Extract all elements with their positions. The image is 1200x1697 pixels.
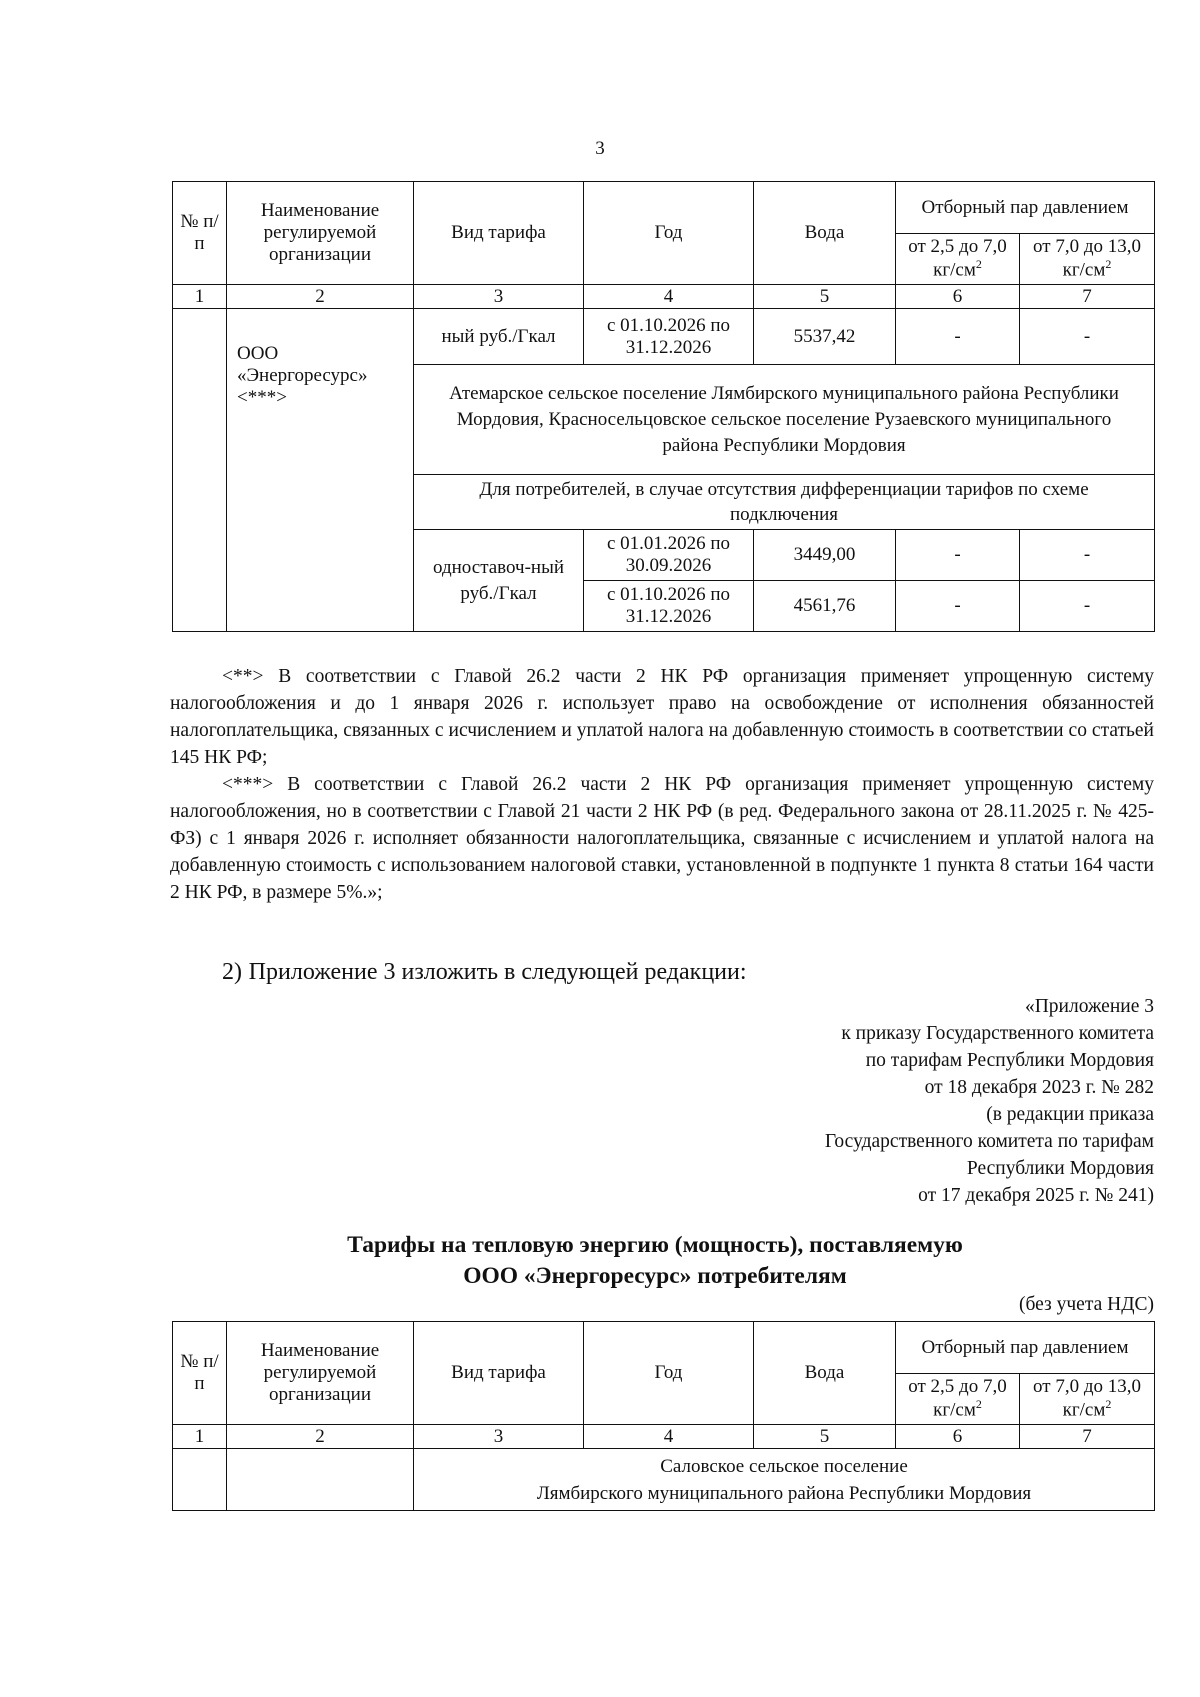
col-number: 1	[173, 285, 227, 309]
appendix-line: Республики Мордовия	[966, 1158, 1154, 1179]
superscript: 2	[1105, 1397, 1112, 1412]
header-org: Наименование регулируемой организации	[227, 1322, 414, 1425]
steam-b-value: -	[1020, 530, 1155, 581]
col-number: 4	[584, 285, 754, 309]
tariff-table-continued	[172, 181, 1155, 632]
steam-b-value: -	[1020, 309, 1155, 365]
row-num-empty	[173, 1449, 227, 1511]
header-steam: Отборный пар давлением	[896, 1322, 1155, 1374]
appendix-line: (в редакции приказа	[986, 1104, 1154, 1125]
item-2	[222, 958, 747, 986]
col-number: 6	[896, 1425, 1020, 1449]
col-number: 2	[227, 285, 414, 309]
superscript: 2	[975, 1397, 982, 1412]
header-num: № п/п	[173, 182, 227, 285]
col-number: 7	[1020, 285, 1155, 309]
appendix-line: «Приложение 3	[1024, 996, 1154, 1017]
footnotes	[170, 663, 1154, 906]
appendix-line: от 18 декабря 2023 г. № 282	[924, 1077, 1154, 1098]
period: с 01.10.2026 по 31.12.2026	[584, 309, 754, 365]
header-org: Наименование регулируемой организации	[227, 182, 414, 285]
header-steam-b	[1020, 234, 1155, 285]
col-number: 7	[1020, 1425, 1155, 1449]
header-num: № п/п	[173, 1322, 227, 1425]
header-steam-b-text: от 7,0 до 13,0 кг/см	[1033, 236, 1141, 281]
territory-line-1: Саловское сельское поселение	[660, 1455, 908, 1477]
col-number: 1	[173, 1425, 227, 1449]
org-empty	[227, 1449, 414, 1511]
period: с 01.10.2026 по 31.12.2026	[584, 581, 754, 632]
territory-row: Атемарское сельское поселение Лямбирского муниципального района Республики Мордовия, Красносельцовское сельское поселение Рузаевского муниципального района Республики Мордовия	[414, 365, 1155, 475]
header-tariff-type: Вид тарифа	[414, 1322, 584, 1425]
water-value: 4561,76	[754, 581, 896, 632]
item-2-number: 2)	[222, 959, 242, 985]
superscript: 2	[1105, 257, 1112, 272]
header-steam-a	[896, 234, 1020, 285]
appendix-reference	[594, 993, 1154, 1209]
header-steam-a-text: от 2,5 до 7,0 кг/см	[908, 236, 1007, 281]
tariff-type: ный руб./Гкал	[414, 309, 584, 365]
tariff-table-appendix-3	[172, 1321, 1155, 1511]
row-num-empty	[173, 309, 227, 632]
appendix-line: по тарифам Республики Мордовия	[865, 1050, 1154, 1071]
period: с 01.01.2026 по 30.09.2026	[584, 530, 754, 581]
header-water: Вода	[754, 1322, 896, 1425]
appendix-line: к приказу Государственного комитета	[841, 1023, 1154, 1044]
territory-line-2: Лямбирского муниципального района Республики Мордовия	[536, 1482, 1032, 1504]
org-name: ООО «Энергоресурс» <***>	[227, 309, 414, 632]
header-tariff-type: Вид тарифа	[414, 182, 584, 285]
title-line-1: Тарифы на тепловую энергию (мощность), поставляемую	[347, 1232, 963, 1258]
col-number: 6	[896, 285, 1020, 309]
appendix-line: от 17 декабря 2025 г. № 241)	[918, 1185, 1154, 1206]
title-line-2: ООО «Энергоресурс» потребителям	[463, 1263, 847, 1289]
consumers-row: Для потребителей, в случае отсутствия дифференциации тарифов по схеме подключения	[414, 475, 1155, 530]
page-number: 3	[595, 138, 605, 159]
footnote-2: <**> В соответствии с Главой 26.2 части 2 НК РФ организация применяет упрощенную систему налогообложения и до 1 января 2026 г. использует право на освобождение от исполнения обязанностей налогоплательщика, связанных с исчислением и уплатой налога на добавленную стоимость в соответствии со статьей 145 НК РФ;	[170, 666, 1154, 768]
header-steam-a-text: от 2,5 до 7,0 кг/см	[908, 1376, 1007, 1421]
document-title	[0, 1230, 1200, 1292]
col-number: 3	[414, 1425, 584, 1449]
footnote-3: <***> В соответствии с Главой 26.2 части 2 НК РФ организация применяет упрощенную систему налогообложения, но в соответствии с Главой 21 части 2 НК РФ (в ред. Федерального закона от 28.11.2025 г. № 425-ФЗ) с 1 января 2026 г. исполняет обязанности налогоплательщика, связанные с исчислением и уплатой налога на добавленную стоимость с использованием налоговой ставки, установленной в подпункте 1 пункта 8 статьи 164 части 2 НК РФ, в размере 5%.»;	[170, 774, 1154, 903]
col-number: 3	[414, 285, 584, 309]
item-2-text: Приложение 3 изложить в следующей редакции:	[248, 959, 747, 985]
header-water: Вода	[754, 182, 896, 285]
header-year: Год	[584, 1322, 754, 1425]
header-steam-b-text: от 7,0 до 13,0 кг/см	[1033, 1376, 1141, 1421]
steam-a-value: -	[896, 581, 1020, 632]
vat-note: (без учета НДС)	[1018, 1294, 1154, 1315]
steam-b-value: -	[1020, 581, 1155, 632]
header-year: Год	[584, 182, 754, 285]
tariff-type: одноставоч-ный руб./Гкал	[414, 530, 584, 632]
header-steam: Отборный пар давлением	[896, 182, 1155, 234]
territory-row	[414, 1449, 1155, 1511]
steam-a-value: -	[896, 309, 1020, 365]
col-number: 4	[584, 1425, 754, 1449]
steam-a-value: -	[896, 530, 1020, 581]
col-number: 5	[754, 1425, 896, 1449]
header-steam-b	[1020, 1374, 1155, 1425]
header-steam-a	[896, 1374, 1020, 1425]
appendix-line: Государственного комитета по тарифам	[824, 1131, 1154, 1152]
water-value: 3449,00	[754, 530, 896, 581]
col-number: 5	[754, 285, 896, 309]
col-number: 2	[227, 1425, 414, 1449]
water-value: 5537,42	[754, 309, 896, 365]
superscript: 2	[975, 257, 982, 272]
